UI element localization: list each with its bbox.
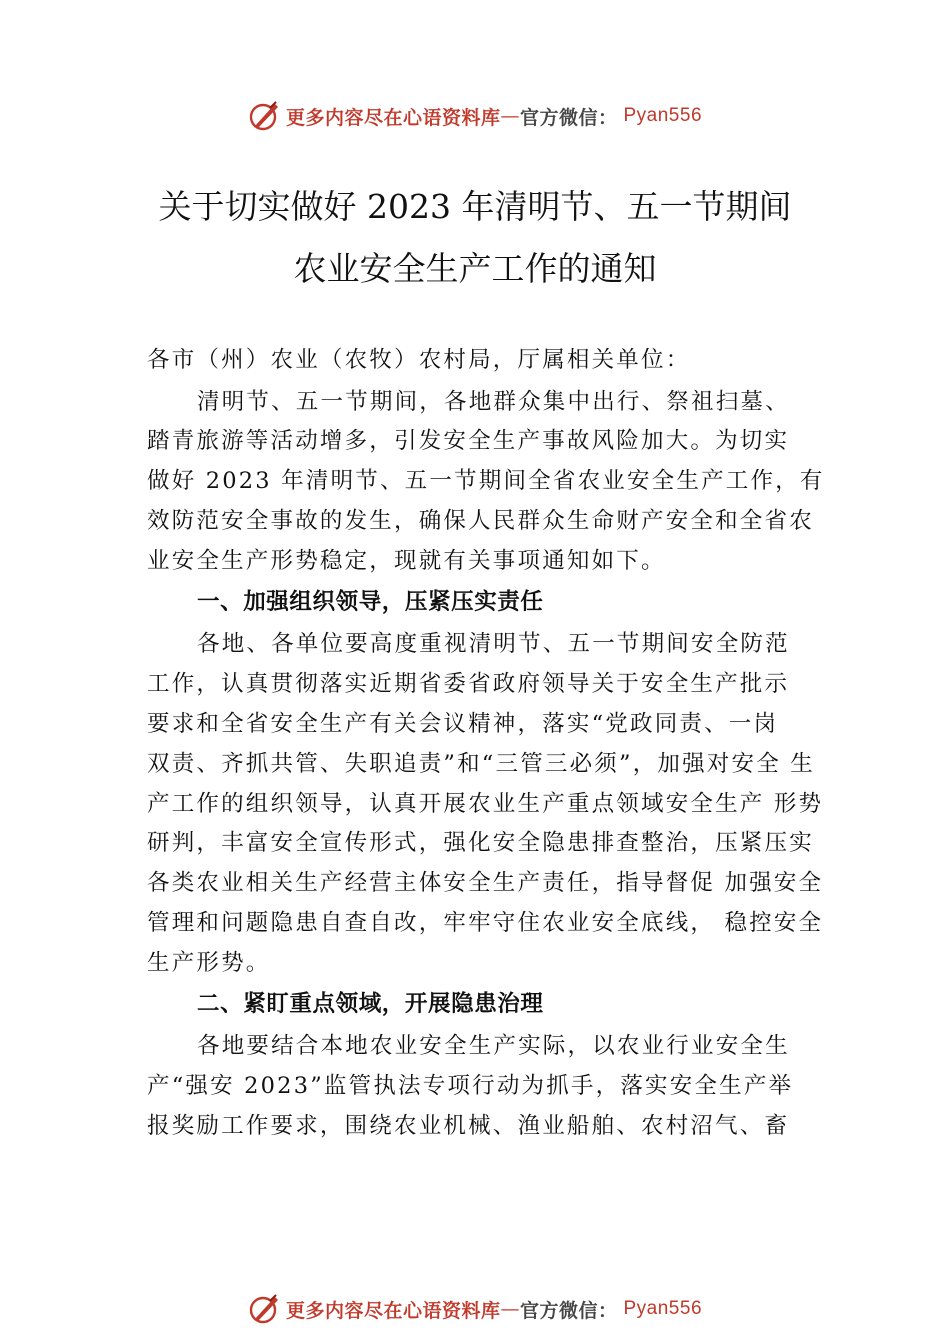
paragraph-3-line: 产“强安 2023”监管执法专项行动为抓手，落实安全生产举 (147, 1073, 794, 1099)
paragraph-2-line: 各地、各单位要高度重视清明节、五一节期间安全防范 (197, 631, 790, 657)
paragraph-2-line: 双责、齐抓共管、失职追责”和“三管三必须”，加强对安全 生 (147, 751, 815, 777)
paragraph-3-line: 各地要结合本地农业安全生产实际，以农业行业安全生 (197, 1033, 790, 1059)
watermark-separator: — (500, 105, 520, 127)
document-title-line-2: 农业安全生产工作的通知 (293, 249, 657, 288)
watermark-wechat-id: Pyan556 (623, 1298, 703, 1319)
paragraph-2-line: 研判，丰富安全宣传形式，强化安全隐患排查整治，压紧压实 (147, 830, 814, 856)
document-title-line-1: 关于切实做好 2023 年清明节、五一节期间 (158, 187, 792, 226)
watermark-footer (0, 1289, 950, 1329)
paragraph-1-line: 清明节、五一节期间，各地群众集中出行、祭祖扫墓、 (197, 389, 790, 415)
paragraph-3-line: 报奖励工作要求，围绕农业机械、渔业船舶、农村沼气、畜 (147, 1113, 790, 1139)
quill-logo-icon (248, 1292, 282, 1326)
paragraph-2-line: 产工作的组织领导，认真开展农业生产重点领域安全生产 形势 (147, 791, 824, 817)
watermark-brand: 更多内容尽在心语资料库 (285, 1299, 501, 1322)
section-heading-1: 一、加强组织领导，压紧压实责任 (197, 589, 544, 615)
watermark-label: 官方微信： (519, 106, 618, 129)
salutation: 各市（州）农业（农牧）农村局，厅属相关单位： (147, 347, 691, 373)
paragraph-2-line: 工作，认真贯彻落实近期省委省政府领导关于安全生产批示 (147, 671, 790, 697)
paragraph-1-line: 效防范安全事故的发生，确保人民群众生命财产安全和全省农 (147, 508, 814, 534)
watermark-header (0, 96, 950, 136)
paragraph-2-line: 要求和全省安全生产有关会议精神，落实“党政同责、一岗 (147, 711, 779, 737)
paragraph-2-line: 各类农业相关生产经营主体安全生产责任，指导督促 加强安全 (147, 870, 824, 896)
section-heading-2: 二、紧盯重点领域，开展隐患治理 (197, 991, 544, 1017)
watermark-brand: 更多内容尽在心语资料库 (285, 106, 501, 129)
paragraph-1-line: 踏青旅游等活动增多，引发安全生产事故风险加大。为切实 (147, 428, 790, 454)
paragraph-2-line: 管理和问题隐患自查自改，牢牢守住农业安全底线， 稳控安全 (147, 910, 824, 936)
watermark-label: 官方微信： (519, 1299, 618, 1322)
watermark-separator: — (500, 1298, 520, 1320)
watermark-wechat-id: Pyan556 (623, 105, 703, 126)
paragraph-2-line: 生产形势。 (147, 950, 271, 976)
paragraph-1-line: 做好 2023 年清明节、五一节期间全省农业安全生产工作，有 (147, 468, 825, 494)
paragraph-1-line: 业安全生产形势稳定，现就有关事项通知如下。 (147, 548, 666, 574)
quill-logo-icon (248, 99, 282, 133)
